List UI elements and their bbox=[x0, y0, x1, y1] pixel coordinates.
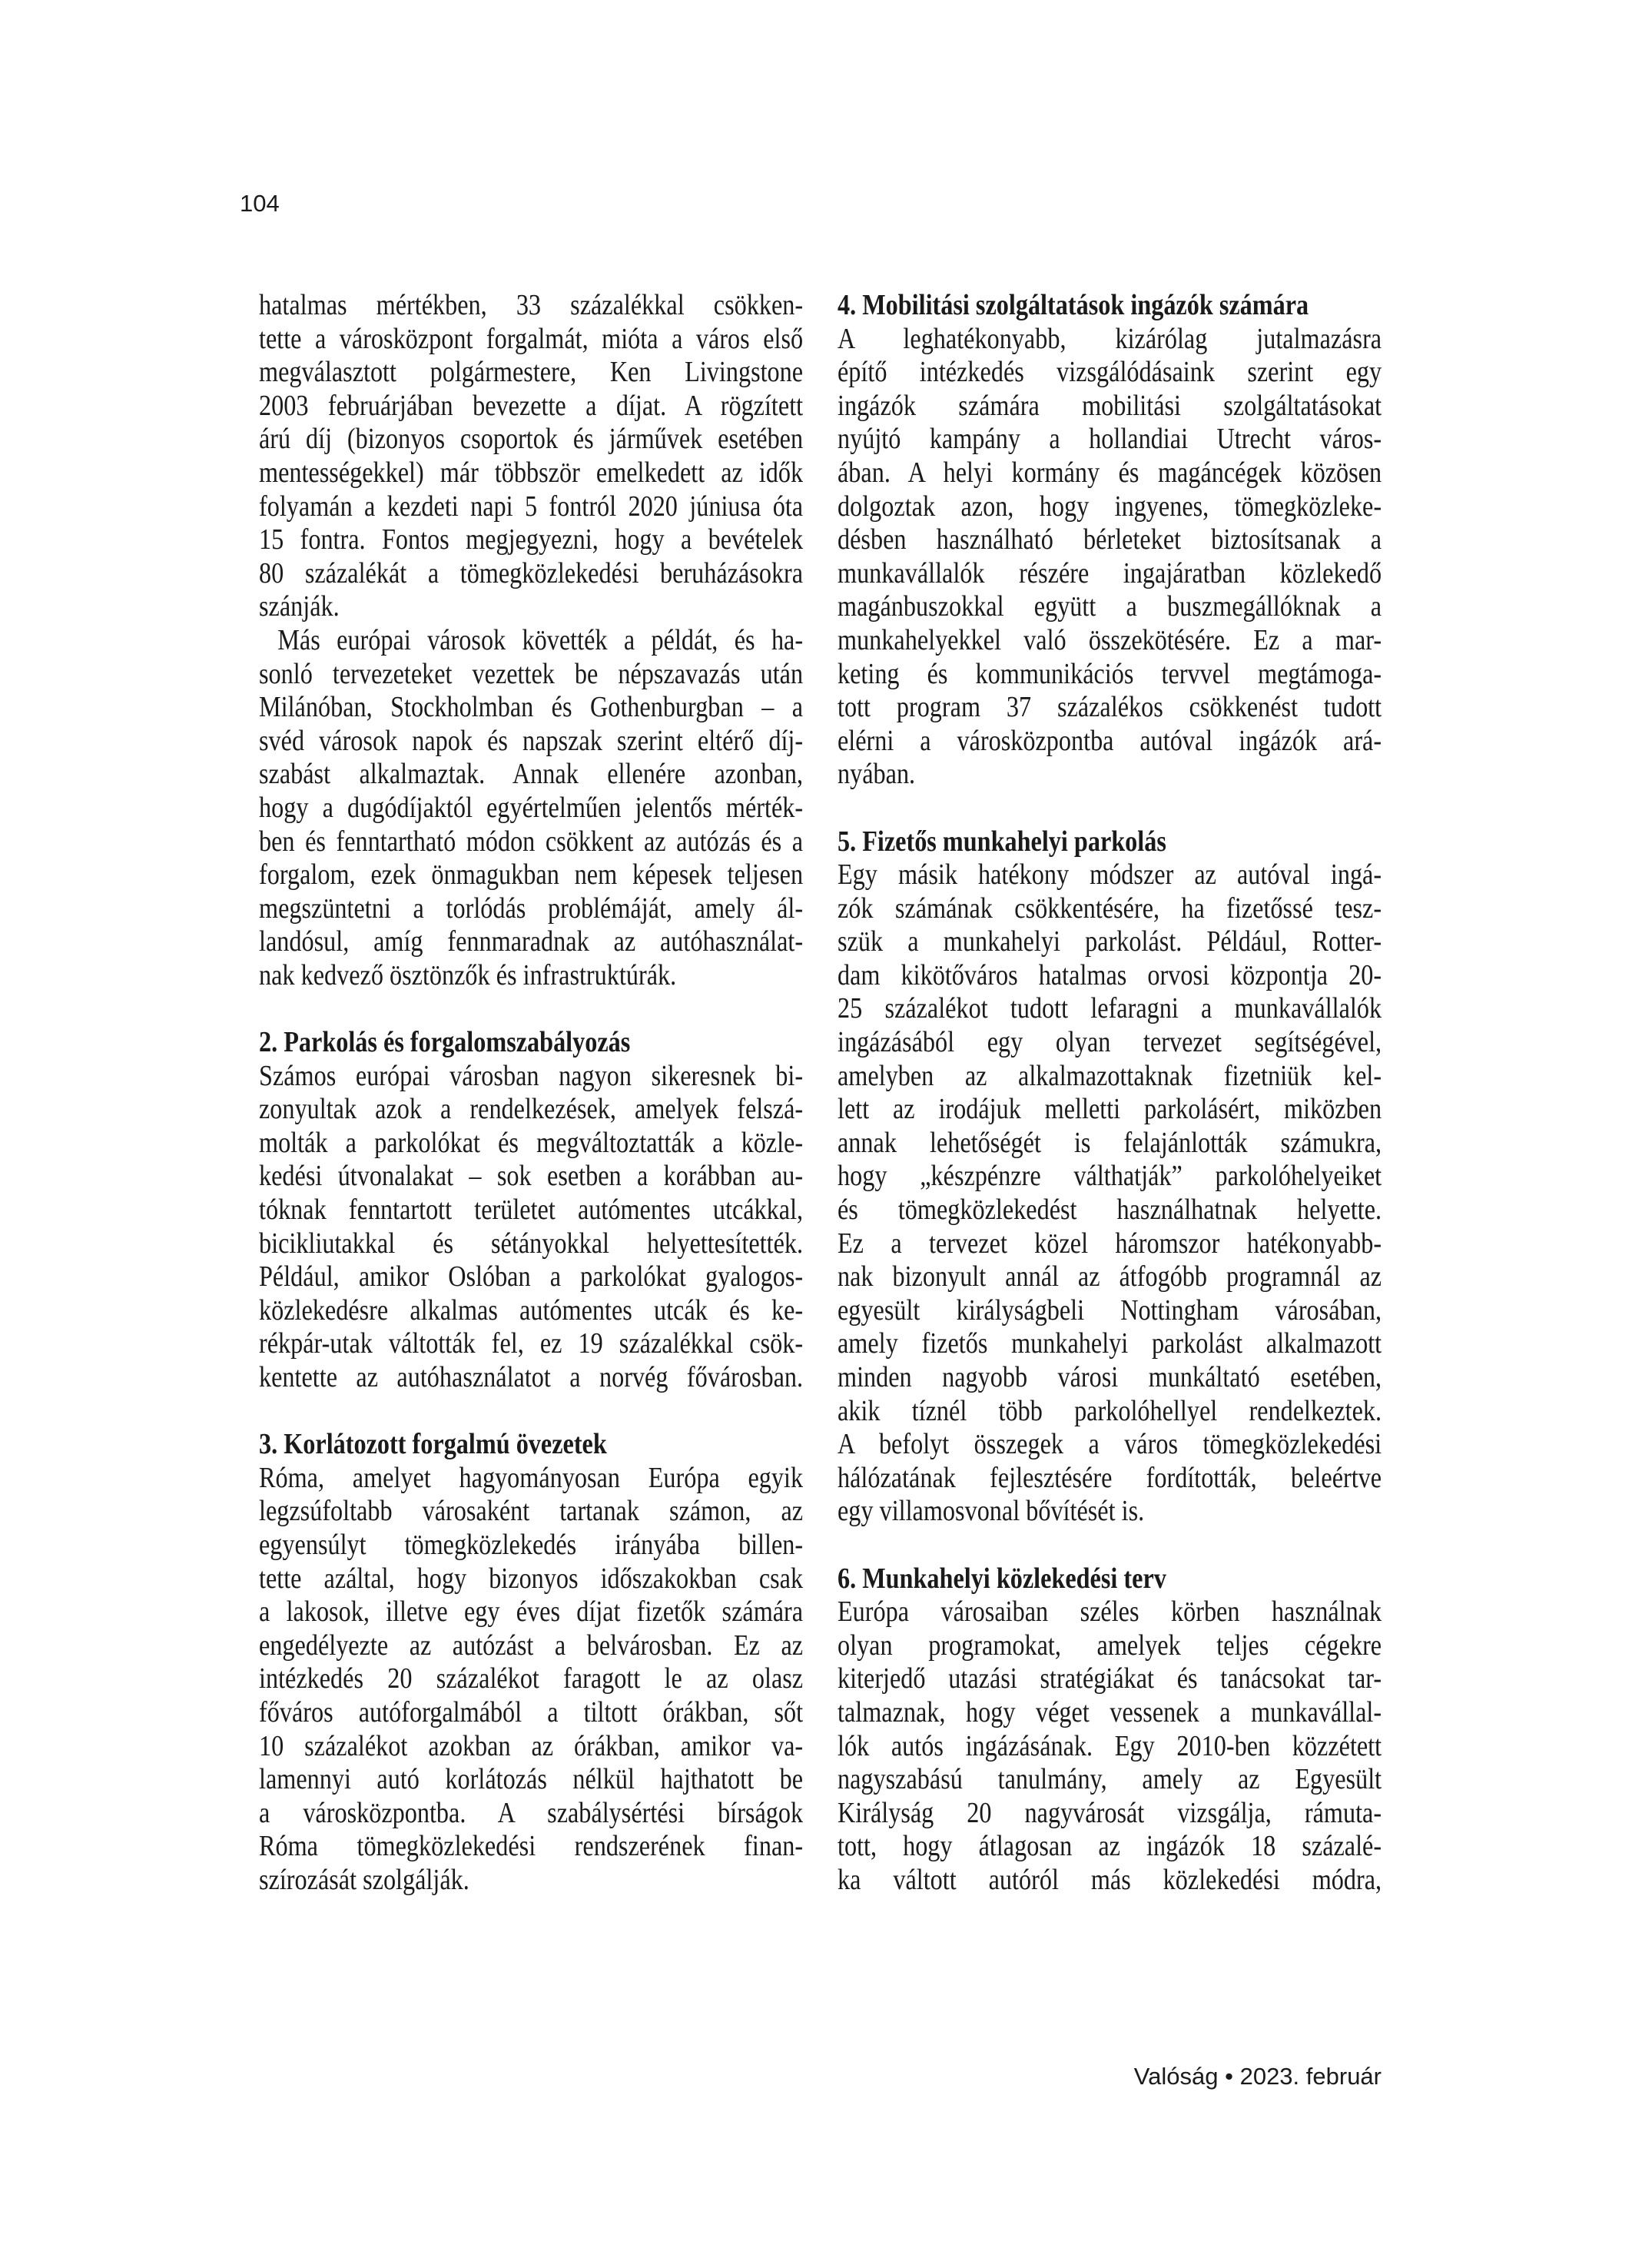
text-line-content: megválasztott polgármestere, Ken Livingstone bbox=[259, 356, 804, 389]
text-line bbox=[838, 557, 1382, 591]
text-line bbox=[259, 1462, 803, 1496]
text-line bbox=[259, 1160, 803, 1194]
text-line-content: 15 fontra. Fontos megjegyezni, hogy a bevételek bbox=[259, 523, 804, 556]
text-line bbox=[838, 1093, 1382, 1127]
text-line-content: lamennyi autó korlátozás nélkül hajthatott be bbox=[259, 1763, 804, 1796]
text-line-content: Például, amikor Oslóban a parkolókat gyalogos- bbox=[259, 1260, 804, 1293]
text-line-content: kentette az autóhasználatot a norvég fővárosban. bbox=[259, 1361, 804, 1393]
text-line-content: Európa városaiban széles körben használnak bbox=[838, 1596, 1382, 1629]
text-line-content: dolgoztak azon, hogy ingyenes, tömegközleke- bbox=[838, 490, 1382, 523]
text-line-content: egyesült királyságbeli Nottingham városában, bbox=[838, 1293, 1382, 1327]
text-line-content: hogy „készpénzre válthatják” parkolóhelyeiket bbox=[838, 1160, 1382, 1193]
text-line-content: szánják. bbox=[259, 590, 340, 623]
text-line-content: 10 százalékot azokban az órákban, amikor va- bbox=[259, 1729, 804, 1762]
text-line bbox=[259, 1127, 803, 1161]
text-line bbox=[838, 490, 1382, 524]
text-line-content: egy villamosvonal bővítését is. bbox=[838, 1495, 1145, 1528]
text-line-content: hogy a dugódíjaktól egyértelműen jelentős mérték- bbox=[259, 791, 804, 824]
text-line-content: zonyultak azok a rendelkezések, amelyek felszá- bbox=[259, 1093, 804, 1126]
text-line bbox=[838, 992, 1382, 1026]
text-line bbox=[838, 1830, 1382, 1864]
text-line bbox=[838, 1160, 1382, 1194]
text-line bbox=[259, 858, 803, 892]
text-line bbox=[259, 356, 803, 390]
left-column bbox=[259, 289, 803, 1898]
section-heading bbox=[838, 825, 1382, 859]
section-heading bbox=[259, 1026, 803, 1060]
text-line bbox=[259, 658, 803, 692]
text-line-content: Ez a tervezet közel háromszor hatékonyabb- bbox=[838, 1227, 1382, 1260]
text-line-content: főváros autóforgalmából a tiltott órákban, sőt bbox=[259, 1695, 804, 1728]
text-line bbox=[259, 1864, 803, 1898]
text-line bbox=[259, 1730, 803, 1764]
text-line-content: lett az irodájuk melletti parkolásért, miközben bbox=[838, 1093, 1382, 1126]
text-line-content: amely fizetős munkahelyi parkolást alkalmazott bbox=[838, 1327, 1382, 1360]
text-line bbox=[838, 1797, 1382, 1831]
text-line-content: ában. A helyi kormány és magáncégek közösen bbox=[838, 456, 1382, 489]
text-line bbox=[838, 1596, 1382, 1629]
text-line bbox=[259, 1260, 803, 1294]
text-line bbox=[838, 1026, 1382, 1060]
text-line-content: landósul, amíg fennmaradnak az autóhasználat- bbox=[259, 925, 804, 958]
text-line-content: tette a városközpont forgalmát, mióta a város első bbox=[259, 322, 804, 355]
text-line-content: annak lehetőségét is felajánlották számukra, bbox=[838, 1126, 1382, 1159]
text-line bbox=[838, 858, 1382, 892]
text-line-content: ka váltott autóról más közlekedési módra, bbox=[838, 1863, 1382, 1896]
text-line bbox=[838, 1629, 1382, 1663]
text-line-content: 2003 februárjában bevezette a díjat. A rögzített bbox=[259, 389, 804, 422]
text-line-content: Királyság 20 nagyvárosát vizsgálja, rámuta- bbox=[838, 1796, 1382, 1829]
text-line bbox=[259, 1093, 803, 1127]
text-line bbox=[838, 725, 1382, 759]
text-line bbox=[838, 959, 1382, 993]
section-heading-text: 5. Fizetős munkahelyi parkolás bbox=[838, 825, 1166, 858]
page-number: 104 bbox=[240, 190, 280, 217]
text-line-content: Róma, amelyet hagyományosan Európa egyik bbox=[259, 1461, 804, 1494]
text-line-content: és tömegközlekedést használhatnak helyette. bbox=[838, 1194, 1382, 1227]
text-line-content: engedélyezte az autózást a belvárosban. Ez az bbox=[259, 1629, 804, 1662]
text-line-content: nyújtó kampány a hollandiai Utrecht város- bbox=[838, 423, 1382, 456]
text-line-content: megszüntetni a torlódás problémáját, amely ál- bbox=[259, 892, 804, 925]
text-line bbox=[838, 892, 1382, 926]
text-line-content: munkahelyekkel való összekötésére. Ez a mar- bbox=[838, 623, 1382, 656]
text-line bbox=[259, 1227, 803, 1261]
text-line-content: árú díj (bizonyos csoportok és járművek esetében bbox=[259, 423, 804, 456]
text-line-content: folyamán a kezdeti napi 5 fontról 2020 júniusa óta bbox=[259, 490, 804, 523]
text-line bbox=[259, 490, 803, 524]
text-line-content: ingázásából egy olyan tervezet segítségével, bbox=[838, 1026, 1382, 1059]
text-line bbox=[259, 1696, 803, 1730]
text-line bbox=[838, 758, 1382, 792]
text-line-content: legzsúfoltabb városaként tartanak számon, az bbox=[259, 1495, 804, 1528]
text-line-content: minden nagyobb városi munkáltató esetében, bbox=[838, 1361, 1382, 1393]
text-line bbox=[259, 725, 803, 759]
text-line-content: désben használható bérleteket biztosítsanak a bbox=[838, 523, 1382, 556]
text-line bbox=[259, 1495, 803, 1529]
paragraph bbox=[259, 1462, 803, 1898]
text-line bbox=[838, 423, 1382, 457]
paragraph bbox=[838, 858, 1382, 1529]
text-line bbox=[838, 1194, 1382, 1227]
text-line bbox=[838, 1730, 1382, 1764]
text-line-content: dam kikötőváros hatalmas orvosi központja 20- bbox=[838, 958, 1382, 991]
text-line bbox=[838, 1763, 1382, 1797]
section-heading bbox=[259, 1428, 803, 1462]
text-line bbox=[259, 1060, 803, 1094]
text-line bbox=[259, 1797, 803, 1831]
text-line-content: sonló tervezeteket vezettek be népszavazás után bbox=[259, 657, 804, 690]
text-line-content: lók autós ingázásának. Egy 2010-ben közzétett bbox=[838, 1729, 1382, 1762]
text-line bbox=[259, 1763, 803, 1797]
text-line bbox=[259, 1294, 803, 1328]
text-line-content: keting és kommunikációs tervvel megtámoga- bbox=[838, 657, 1382, 690]
text-line bbox=[838, 1361, 1382, 1395]
text-line bbox=[259, 423, 803, 457]
text-line bbox=[259, 390, 803, 423]
text-line-content: tóknak fenntartott területet autómentes utcákkal, bbox=[259, 1194, 804, 1227]
text-line bbox=[838, 1428, 1382, 1462]
text-line-content: A befolyt összegek a város tömegközlekedési bbox=[838, 1428, 1382, 1461]
text-line bbox=[259, 1596, 803, 1629]
text-line-content: szírozását szolgálják. bbox=[259, 1863, 469, 1896]
text-line bbox=[259, 1629, 803, 1663]
text-line bbox=[259, 1194, 803, 1227]
text-line-content: A leghatékonyabb, kizárólag jutalmazásra bbox=[838, 322, 1382, 355]
text-line-content: hálózatának fejlesztésére fordították, beleértve bbox=[838, 1461, 1382, 1494]
text-line bbox=[259, 959, 803, 993]
text-line-content: ingázók számára mobilitási szolgáltatásokat bbox=[838, 389, 1382, 422]
text-line-content: intézkedés 20 százalékot faragott le az olasz bbox=[259, 1662, 804, 1695]
section-heading-text: 4. Mobilitási szolgáltatások ingázók számára bbox=[838, 289, 1309, 321]
text-line-content: talmaznak, hogy véget vessenek a munkavállal- bbox=[838, 1695, 1382, 1728]
section-spacer bbox=[838, 1529, 1382, 1562]
text-line bbox=[259, 1562, 803, 1596]
text-line bbox=[259, 892, 803, 926]
running-footer: Valóság • 2023. február bbox=[1133, 2063, 1382, 2090]
text-line-content: elérni a városközpontba autóval ingázók ará- bbox=[838, 724, 1382, 757]
section-spacer bbox=[259, 992, 803, 1026]
text-line-content: rékpár-utak váltották fel, ez 19 százalékkal csök- bbox=[259, 1327, 804, 1360]
section-spacer bbox=[838, 792, 1382, 825]
text-line bbox=[838, 356, 1382, 390]
paragraph bbox=[259, 289, 803, 624]
text-line-content: amelyben az alkalmazottaknak fizetniük kel- bbox=[838, 1059, 1382, 1092]
section-heading-text: 6. Munkahelyi közlekedési terv bbox=[838, 1562, 1166, 1595]
text-line bbox=[259, 691, 803, 725]
text-line bbox=[259, 1361, 803, 1395]
text-line bbox=[838, 1864, 1382, 1898]
text-line-content: Számos európai városban nagyon sikeresnek bi- bbox=[259, 1059, 804, 1092]
text-line-content: nak kedvező ösztönzők és infrastruktúrák. bbox=[259, 958, 677, 991]
text-line bbox=[259, 1662, 803, 1696]
text-line bbox=[838, 1127, 1382, 1161]
text-line bbox=[259, 457, 803, 490]
text-line-content: szabást alkalmaztak. Annak ellenére azonban, bbox=[259, 758, 804, 791]
text-line-content: szük a munkahelyi parkolást. Például, Rotter- bbox=[838, 925, 1382, 958]
text-line-content: zók számának csökkentésére, ha fizetőssé tesz- bbox=[838, 892, 1382, 925]
text-line-content: 25 százalékot tudott lefaragni a munkavállalók bbox=[838, 992, 1382, 1025]
paragraph bbox=[838, 1596, 1382, 1897]
section-heading-text: 3. Korlátozott forgalmú övezetek bbox=[259, 1428, 607, 1461]
text-line bbox=[838, 658, 1382, 692]
text-line bbox=[838, 1662, 1382, 1696]
text-line bbox=[838, 1462, 1382, 1496]
text-line-content: Egy másik hatékony módszer az autóval ingá- bbox=[838, 858, 1382, 892]
text-line bbox=[259, 792, 803, 825]
text-line bbox=[259, 925, 803, 959]
text-line-content: munkavállalók részére ingajáratban közlekedő bbox=[838, 556, 1382, 589]
text-line bbox=[838, 1327, 1382, 1361]
text-line-content: bicikliutakkal és sétányokkal helyettesítették. bbox=[259, 1227, 804, 1260]
text-line bbox=[838, 691, 1382, 725]
text-line-content: mentességekkel) már többször emelkedett az idők bbox=[259, 456, 804, 489]
text-line bbox=[259, 557, 803, 591]
text-line bbox=[838, 925, 1382, 959]
text-line-content: nak bizonyult annál az átfogóbb programnál az bbox=[838, 1260, 1382, 1293]
text-line bbox=[259, 1830, 803, 1864]
paragraph bbox=[259, 624, 803, 993]
text-line-content: 80 százalékát a tömegközlekedési beruházásokra bbox=[259, 556, 804, 589]
text-line bbox=[838, 1260, 1382, 1294]
text-line-content: a városközpontba. A szabálysértési bírságok bbox=[259, 1796, 804, 1829]
text-line bbox=[838, 1294, 1382, 1328]
text-line bbox=[838, 1060, 1382, 1094]
text-line bbox=[259, 523, 803, 557]
section-heading-text: 2. Parkolás és forgalomszabályozás bbox=[259, 1026, 631, 1059]
text-line-content: kedési útvonalakat – sok esetben a korábban au- bbox=[259, 1160, 804, 1193]
text-line-content: forgalom, ezek önmagukban nem képesek teljesen bbox=[259, 858, 804, 892]
section-heading bbox=[838, 289, 1382, 323]
text-line-content: közlekedésre alkalmas autómentes utcák és ke- bbox=[259, 1293, 804, 1327]
text-line-content: svéd városok napok és napszak szerint eltérő díj- bbox=[259, 724, 804, 757]
text-line-content: hatalmas mértékben, 33 százalékkal csökken- bbox=[259, 289, 804, 321]
text-line bbox=[838, 457, 1382, 490]
text-line-content: építő intézkedés vizsgálódásaink szerint egy bbox=[838, 356, 1382, 389]
text-line bbox=[838, 1495, 1382, 1529]
text-line-content: nyában. bbox=[838, 758, 916, 791]
paragraph bbox=[259, 1060, 803, 1395]
text-line-content: olyan programokat, amelyek teljes cégekre bbox=[838, 1629, 1382, 1662]
text-line-content: tette azáltal, hogy bizonyos időszakokban csak bbox=[259, 1562, 804, 1595]
text-line-content: kiterjedő utazási stratégiákat és tanácsokat tar- bbox=[838, 1662, 1382, 1695]
text-line bbox=[259, 1529, 803, 1562]
text-line-content: tott, hogy átlagosan az ingázók 18 százalé- bbox=[838, 1830, 1382, 1863]
paragraph bbox=[838, 323, 1382, 792]
text-line bbox=[259, 825, 803, 859]
text-line bbox=[838, 624, 1382, 658]
text-line bbox=[259, 624, 803, 658]
text-line-content: ben és fenntartható módon csökkent az autózás és a bbox=[259, 825, 804, 858]
text-line bbox=[838, 390, 1382, 423]
text-line bbox=[838, 590, 1382, 624]
text-line-content: Róma tömegközlekedési rendszerének finan- bbox=[259, 1830, 804, 1863]
text-line bbox=[838, 523, 1382, 557]
text-line-content: a lakosok, illetve egy éves díjat fizetők számára bbox=[259, 1596, 804, 1629]
text-line bbox=[838, 1227, 1382, 1261]
text-line-content: akik tíznél több parkolóhellyel rendelkeztek. bbox=[838, 1394, 1382, 1427]
right-column bbox=[838, 289, 1382, 1898]
text-line bbox=[259, 1327, 803, 1361]
text-line-content: nagyszabású tanulmány, amely az Egyesült bbox=[838, 1763, 1382, 1796]
text-line bbox=[838, 1696, 1382, 1730]
text-line bbox=[259, 289, 803, 323]
text-line bbox=[259, 323, 803, 357]
text-line-content: molták a parkolókat és megváltoztatták a közle- bbox=[259, 1126, 804, 1159]
text-line bbox=[259, 758, 803, 792]
text-line-content: magánbuszokkal együtt a buszmegállóknak a bbox=[838, 590, 1382, 623]
text-line bbox=[838, 1395, 1382, 1429]
text-line-content: tott program 37 százalékos csökkenést tudott bbox=[838, 691, 1382, 724]
text-line-content: egyensúlyt tömegközlekedés irányába billen- bbox=[259, 1528, 804, 1561]
section-heading bbox=[838, 1562, 1382, 1596]
section-spacer bbox=[259, 1395, 803, 1429]
text-line bbox=[838, 323, 1382, 357]
text-line-content: Más európai városok követték a példát, és ha- bbox=[277, 623, 804, 656]
text-line-content: Milánóban, Stockholmban és Gothenburgban – a bbox=[259, 691, 804, 724]
text-line bbox=[259, 590, 803, 624]
